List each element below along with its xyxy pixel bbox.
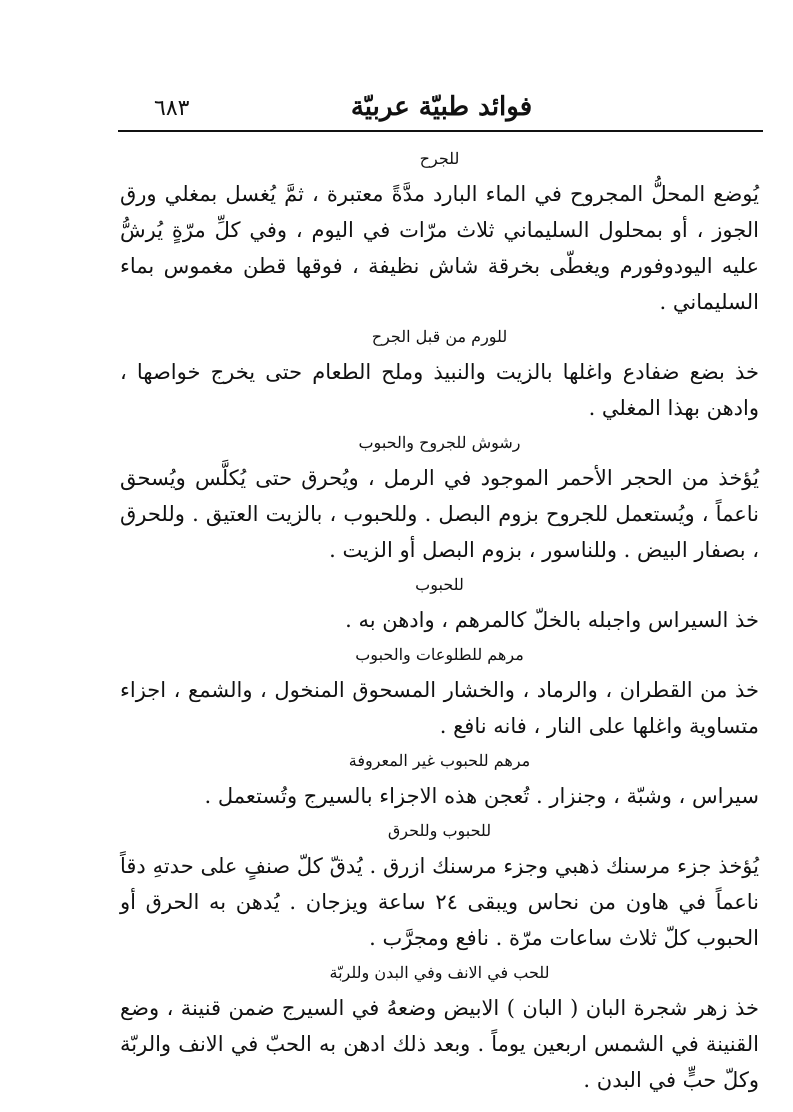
section-heading: للحب في الانف وفي البدن وللربّة: [329, 963, 550, 982]
section-heading: رشوش للجروح والحبوب: [358, 433, 521, 452]
section-ointment-eruptions: [120, 638, 759, 744]
section-powder: [120, 426, 759, 568]
section-pimples-burns: [120, 814, 759, 956]
section-heading: مرهم للطلوعات والحبوب: [355, 645, 524, 664]
section-heading: للحبوب وللحرق: [387, 821, 492, 840]
section-wound: [120, 142, 759, 320]
section-pimples: [120, 568, 759, 638]
section-ointment-unknown: [120, 744, 759, 814]
section-heading: للورم من قبل الجرح: [371, 327, 508, 346]
section-nose-body: [120, 956, 759, 1098]
page-body: [120, 142, 759, 1098]
section-heading: مرهم للحبوب غير المعروفة: [348, 751, 531, 770]
header-rule: [118, 130, 763, 132]
section-heading: للجرح: [419, 149, 460, 168]
section-text: يُؤخذ من الحجر الأحمر الموجود في الرمل ، ويُحرق حتى يُكلَّس ويُسحق ناعماً ، ويُستعمل للجروح بزوم البصل . وللحبوب ، بالزيت العتيق . وللحرق ، بصفار البيض . وللناسور ، بزوم البصل أو الزيت .: [120, 466, 759, 562]
section-swelling: [120, 320, 759, 426]
section-text: يُؤخذ جزء مرسنك ذهبي وجزء مرسنك ازرق . يُدقّ كلّ صنفٍ على حدتهِ دقاً ناعماً في هاون من نحاس ويبقى ٢٤ ساعة ويزجان . يُدهن به الحرق أو الحبوب كلّ ثلاث ساعات مرّة . نافع ومجرَّب .: [120, 854, 759, 950]
page-header: [120, 78, 763, 128]
section-text: خذ زهر شجرة البان ( البان ) الابيض وضعهُ في السيرج ضمن قنينة ، وضع القنينة في الشمس اربعين يوماً . وبعد ذلك ادهن به الحبّ في الانف والربّة وكلّ حبٍّ في البدن .: [120, 996, 759, 1092]
section-heading: للحبوب: [415, 575, 464, 594]
page-number: ٦٨٣: [154, 96, 190, 121]
section-text: خذ من القطران ، والرماد ، والخشار المسحوق المنخول ، والشمع ، اجزاء متساوية واغلها على النار ، فانه نافع .: [120, 678, 759, 738]
section-text: خذ السيراس واجبله بالخلّ كالمرهم ، وادهن به .: [345, 608, 759, 632]
running-title: فوائد طبيّة عربيّة: [350, 92, 533, 122]
section-text: خذ بضع ضفادع واغلها بالزيت والنبيذ وملح الطعام حتى يخرج خواصها ، وادهن بهذا المغلي .: [120, 360, 759, 420]
section-text: سيراس ، وشبّة ، وجنزار . تُعجن هذه الاجزاء بالسيرج وتُستعمل .: [204, 784, 759, 808]
section-text: يُوضع المحلُّ المجروح في الماء البارد مدَّةً معتبرة ، ثمَّ يُغسل بمغلي ورق الجوز ، أو بمحلول السليماني ثلاث مرّات في اليوم ، وفي كلِّ مرّةٍ يُرشُّ عليه اليودوفورم ويغطّى بخرقة شاش نظيفة ، فوقها قطن مغموس بماء السليماني .: [120, 182, 759, 314]
